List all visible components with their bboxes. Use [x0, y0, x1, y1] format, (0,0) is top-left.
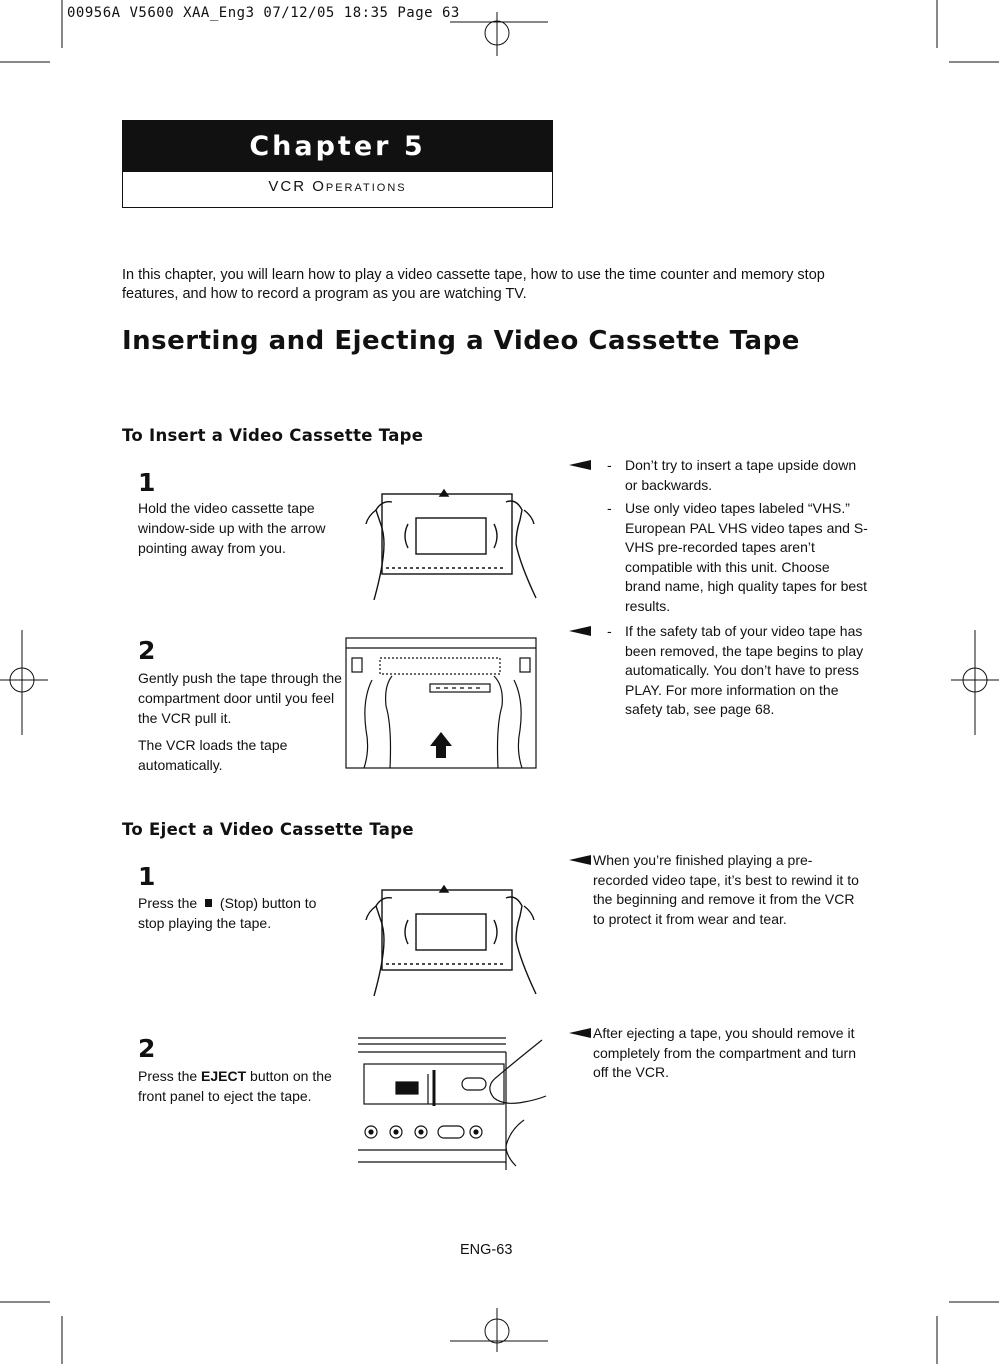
page-number: ENG-63 — [460, 1242, 513, 1258]
insert-heading: To Insert a Video Cassette Tape — [122, 426, 424, 445]
eject-step2-before: Press the — [138, 1068, 198, 1084]
eject-note-1-text: When you’re finished playing a pre-recorded video tape, it’s best to rewind it to the beginning and remove it from the VCR to protect it from wear and tear. — [593, 852, 859, 927]
vcr-slot-illustration — [344, 636, 538, 777]
intro-paragraph: In this chapter, you will learn how to play a video cassette tape, how to use the time counter and memory stop features, and how to record a program as you are watching TV. — [122, 267, 825, 302]
note-arrow-icon — [569, 1024, 593, 1083]
eject-note-1 — [569, 851, 869, 929]
eject-notes-2 — [569, 1024, 869, 1089]
insert-note-3: - If the safety tab of your video tape has been removed, the tape begins to play automatically. You don’t have to press PLAY. For more information on the safety tab, see page 68. — [569, 622, 869, 720]
insert-notes — [569, 456, 869, 726]
eject-step1-number: 1 — [138, 862, 156, 891]
note-arrow-icon — [569, 456, 607, 495]
eject-step2-after: button on the front panel to eject the tape. — [138, 1068, 332, 1104]
chapter-banner — [122, 120, 553, 208]
main-heading: Inserting and Ejecting a Video Cassette Tape — [122, 326, 800, 356]
eject-note-2-text: After ejecting a tape, you should remove it completely from the compartment and turn off the VCR. — [593, 1025, 857, 1080]
print-slug: 00956A V5600 XAA_Eng3 07/12/05 18:35 Page 63 — [67, 5, 460, 21]
insert-note-2: - Use only video tapes labeled “VHS.” European PAL VHS video tapes and S-VHS pre-recorded tapes aren’t compatible with this unit. Choose brand name, high quality tapes for best results. — [569, 499, 869, 616]
eject-notes — [569, 851, 869, 935]
insert-note-2-text: Use only video tapes labeled “VHS.” European PAL VHS video tapes and S-VHS pre-recorded tapes aren’t compatible with this unit. Choose brand name, high quality tapes for best results. — [625, 500, 868, 614]
vcr-insert-graphic — [344, 636, 538, 772]
insert-step2-text: Gently push the tape through the compartment door until you feel the VCR pull it. — [138, 670, 342, 726]
cassette-hands-illustration-2 — [356, 884, 541, 1001]
cassette-insert-graphic — [356, 488, 541, 600]
cassette-hands-illustration — [356, 488, 541, 605]
eject-step1-after: (Stop) button to stop playing the tape. — [138, 895, 317, 931]
vcr-panel-illustration — [356, 1034, 552, 1175]
chapter-title: Chapter 5 — [123, 121, 552, 172]
eject-step2-number: 2 — [138, 1034, 156, 1063]
cassette-eject-graphic — [356, 884, 541, 996]
note-arrow-icon — [569, 622, 607, 720]
eject-heading: To Eject a Video Cassette Tape — [122, 820, 414, 839]
eject-note-2 — [569, 1024, 869, 1083]
chapter-subtitle: VCR Operations — [268, 178, 407, 195]
insert-note-3-text: If the safety tab of your video tape has been removed, the tape begins to play automatically. You don’t have to press PLAY. For more information on the safety tab, see page 68. — [625, 623, 864, 717]
stop-icon — [205, 899, 212, 907]
eject-step1-text — [138, 893, 343, 933]
eject-label: EJECT — [201, 1068, 247, 1084]
insert-step2-number: 2 — [138, 636, 156, 665]
eject-step2-text — [138, 1066, 353, 1106]
insert-step1-number: 1 — [138, 468, 156, 497]
eject-step1-before: Press the — [138, 895, 198, 911]
insert-step1-text: Hold the video cassette tape window-side up with the arrow pointing away from you. — [138, 500, 326, 556]
insert-step2-text2: The VCR loads the tape automatically. — [138, 737, 288, 773]
insert-note-1-text: Don’t try to insert a tape upside down or backwards. — [625, 457, 857, 493]
insert-note-1: - Don’t try to insert a tape upside down or backwards. — [569, 456, 869, 495]
vcr-eject-graphic — [356, 1034, 552, 1170]
note-arrow-icon — [569, 851, 593, 929]
